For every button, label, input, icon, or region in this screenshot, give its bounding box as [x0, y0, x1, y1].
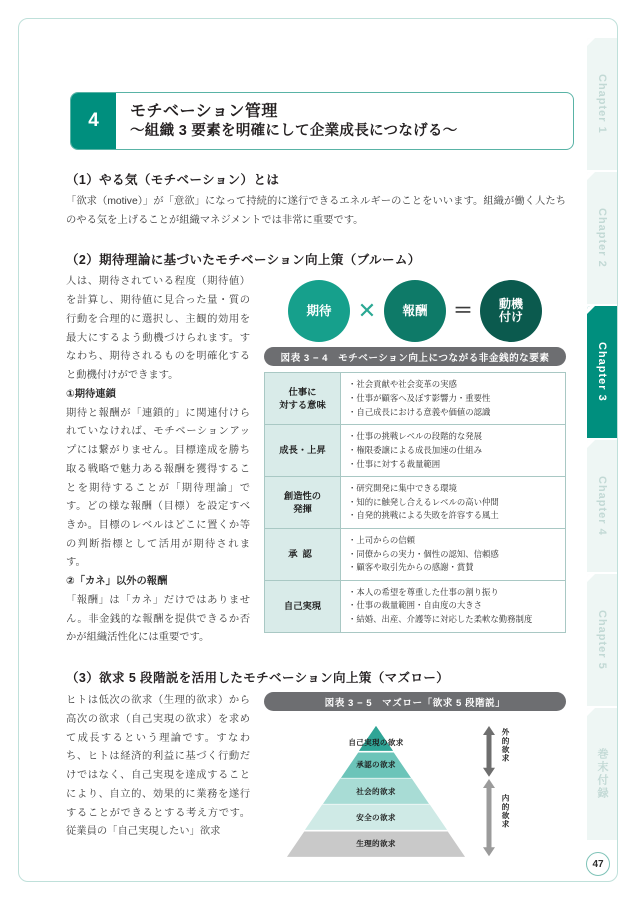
maslow-pyramid	[286, 725, 466, 857]
table-row	[265, 425, 566, 477]
chapter-tab-label: 巻末付録	[596, 748, 608, 800]
section-2-title: （2）期待理論に基づいたモチベーション向上策（ブルーム）	[66, 253, 421, 268]
pyramid-tier-label: 自己実現の欲求	[348, 737, 404, 747]
page-content	[66, 60, 566, 865]
table-row	[265, 477, 566, 529]
table-cell-items	[341, 580, 566, 632]
pyramid-tier-label: 承認の欲求	[356, 760, 396, 770]
figure-3-4-table	[264, 372, 566, 632]
chapter-tab-label: Chapter 5	[596, 610, 608, 670]
table-item: ・社会貢献や社会変革の実感	[348, 379, 457, 390]
multiply-operator-icon: ✕	[357, 298, 377, 324]
pyramid-tier	[286, 778, 466, 804]
table-cell-items	[341, 425, 566, 477]
table-item: ・顧客や取引先からの感謝・賞賛	[348, 562, 474, 573]
bracket-label: 外的欲求	[501, 727, 510, 762]
section-heading-bar	[70, 92, 574, 150]
pyramid-tier-label: 生理的欲求	[356, 839, 396, 849]
bracket-arrow-icon	[482, 778, 496, 857]
section-2-content	[66, 273, 566, 648]
table-cell-items	[341, 477, 566, 529]
table-item: ・仕事の裁量範囲・自由度の大きさ	[348, 600, 482, 611]
section-2-sub-1: ①期待連鎖	[66, 388, 116, 400]
chapter-tab-4[interactable]	[587, 440, 617, 572]
table-row	[265, 373, 566, 425]
page-title: モチベーション管理	[130, 102, 278, 120]
maslow-brackets	[476, 725, 552, 857]
section-1-title: （1）やる気（モチベーション）とは	[66, 173, 280, 187]
table-cell-category-line: 仕事に	[288, 386, 317, 397]
chapter-tab-label: Chapter 3	[596, 342, 608, 402]
maslow-pyramid-figure	[264, 717, 566, 865]
bracket-arrow-icon	[482, 725, 496, 778]
table-cell-category-line: 発揮	[293, 503, 312, 514]
table-cell-items	[341, 528, 566, 580]
table-cell-category-line: 創造性の	[283, 490, 322, 501]
table-cell-category-line: 自己実現	[283, 600, 322, 611]
table-item: ・自己成長における意義や価値の認識	[348, 406, 491, 417]
table-item: ・上司からの信頼	[348, 534, 415, 545]
section-number-badge: 4	[71, 93, 116, 149]
pyramid-tier-label: 社会的欲求	[356, 786, 396, 796]
section-1-body: 「欲求（motive）」が「意欲」になって持続的に遂行できるエネルギーのことをいいます。組織が働く人たちのやる気を上げることが組織マネジメントでは非常に重要です。	[66, 196, 566, 226]
table-item: ・仕事に対する裁量範囲	[348, 458, 441, 469]
page-subtitle: 〜組織 3 要素を明確にして企業成長につなげる〜	[130, 122, 458, 139]
chapter-tab-label: Chapter 2	[596, 208, 608, 268]
table-row	[265, 580, 566, 632]
equals-operator-icon: ＝	[453, 300, 473, 323]
table-item: ・仕事の挑戦レベルの段階的な発展	[348, 431, 482, 442]
chapter-tab-3[interactable]	[587, 306, 617, 438]
circle-reward: 報酬	[384, 280, 446, 342]
chapter-tab-1[interactable]	[587, 38, 617, 170]
section-3-content	[66, 692, 566, 865]
chapter-tab-5[interactable]	[587, 574, 617, 706]
section-2-sub-2: ②「カネ」以外の報酬	[66, 576, 168, 588]
pyramid-tier	[286, 725, 466, 751]
expectancy-formula-diagram	[264, 275, 566, 347]
table-item: ・本人の希望を尊重した仕事の割り振り	[348, 586, 499, 597]
section-2-body-3: 「報酬」は「カネ」だけではありません。非金銭的な報酬を提供できるか否かが組織活性化には重要です。	[66, 594, 250, 644]
table-cell-category	[265, 477, 341, 529]
pyramid-tier	[286, 831, 466, 857]
table-cell-items	[341, 373, 566, 425]
section-2-figures	[264, 273, 566, 632]
table-cell-category-line: 対する意味	[279, 399, 326, 410]
section-3-title: （3）欲求 5 段階説を活用したモチベーション向上策（マズロー）	[66, 671, 450, 686]
circle-expectancy: 期待	[288, 280, 350, 342]
table-cell-category-line: 承認	[288, 548, 317, 559]
chapter-tab-6[interactable]	[587, 708, 617, 840]
table-item: ・権限委譲による成長加速の仕組み	[348, 444, 482, 455]
table-cell-category-line: 成長・上昇	[279, 445, 326, 456]
circle-motivation	[480, 280, 542, 342]
page-number-badge: 47	[586, 852, 610, 876]
chapter-tab-label: Chapter 1	[596, 74, 608, 134]
chapter-tab-label: Chapter 4	[596, 476, 608, 536]
table-cell-category	[265, 528, 341, 580]
table-item: ・研究開発に集中できる環境	[348, 483, 457, 494]
section-3-figures	[264, 692, 566, 865]
table-cell-category	[265, 425, 341, 477]
pyramid-tier-label: 安全の欲求	[356, 813, 396, 823]
table-cell-category	[265, 580, 341, 632]
circle-motivation-line1: 動機	[498, 297, 523, 312]
table-cell-category	[265, 373, 341, 425]
pyramid-tier	[286, 804, 466, 830]
figure-3-4-caption: 図表 3 − 4 モチベーション向上につながる非金銭的な要素	[264, 347, 566, 366]
table-row	[265, 528, 566, 580]
table-item: ・自発的挑戦による失敗を許容する風土	[348, 510, 499, 521]
table-item: ・同僚からの実力・個性の認知、信頼感	[348, 548, 499, 559]
circle-motivation-line2: 付け	[498, 310, 523, 325]
section-2-body-1: 人は、期待されている程度（期待値）を計算し、期待値に見合った量・質の行動を合理的に選択し、主観的効用を最大にするよう動機づけられます。すなわち、期待されるものを明確化すると動機付けができます。	[66, 276, 250, 382]
table-item: ・結婚、出産、介護等に対応した柔軟な勤務制度	[348, 614, 533, 624]
section-2-body-2: 期待と報酬が「連鎖的」に関連付けられていなければ、モチベーションアップには繋がりません。目標達成を勝ち取る戦略で魅力ある報酬を獲得することを期待することが「期待理論」です。どの様な報酬（目標）を設定すべきか。目標のレベルはどこに置くか等の判断指標として活用が期待されます。	[66, 407, 250, 569]
table-item: ・知的に触発し合えるレベルの高い仲間	[348, 496, 499, 507]
section-3-body: ヒトは低次の欲求（生理的欲求）から高次の欲求（自己実現の欲求）を求めて成長するという理論です。すなわち、ヒトは経済的利益に基づく行動だけではなく、自己実現を達成することにより、自立的、効果的に業務を遂行することができるとする考え方です。従業員の「自己実現したい」欲求	[66, 695, 250, 838]
section-heading-texts	[116, 93, 573, 149]
pyramid-tier	[286, 752, 466, 778]
bracket-label: 内的欲求	[501, 793, 510, 828]
chapter-tab-2[interactable]	[587, 172, 617, 304]
table-item: ・仕事が顧客へ及ぼす影響力・重要性	[348, 393, 491, 404]
figure-3-5-caption: 図表 3 − 5 マズロー「欲求 5 段階説」	[264, 692, 566, 711]
chapter-tab-rail	[587, 38, 617, 838]
